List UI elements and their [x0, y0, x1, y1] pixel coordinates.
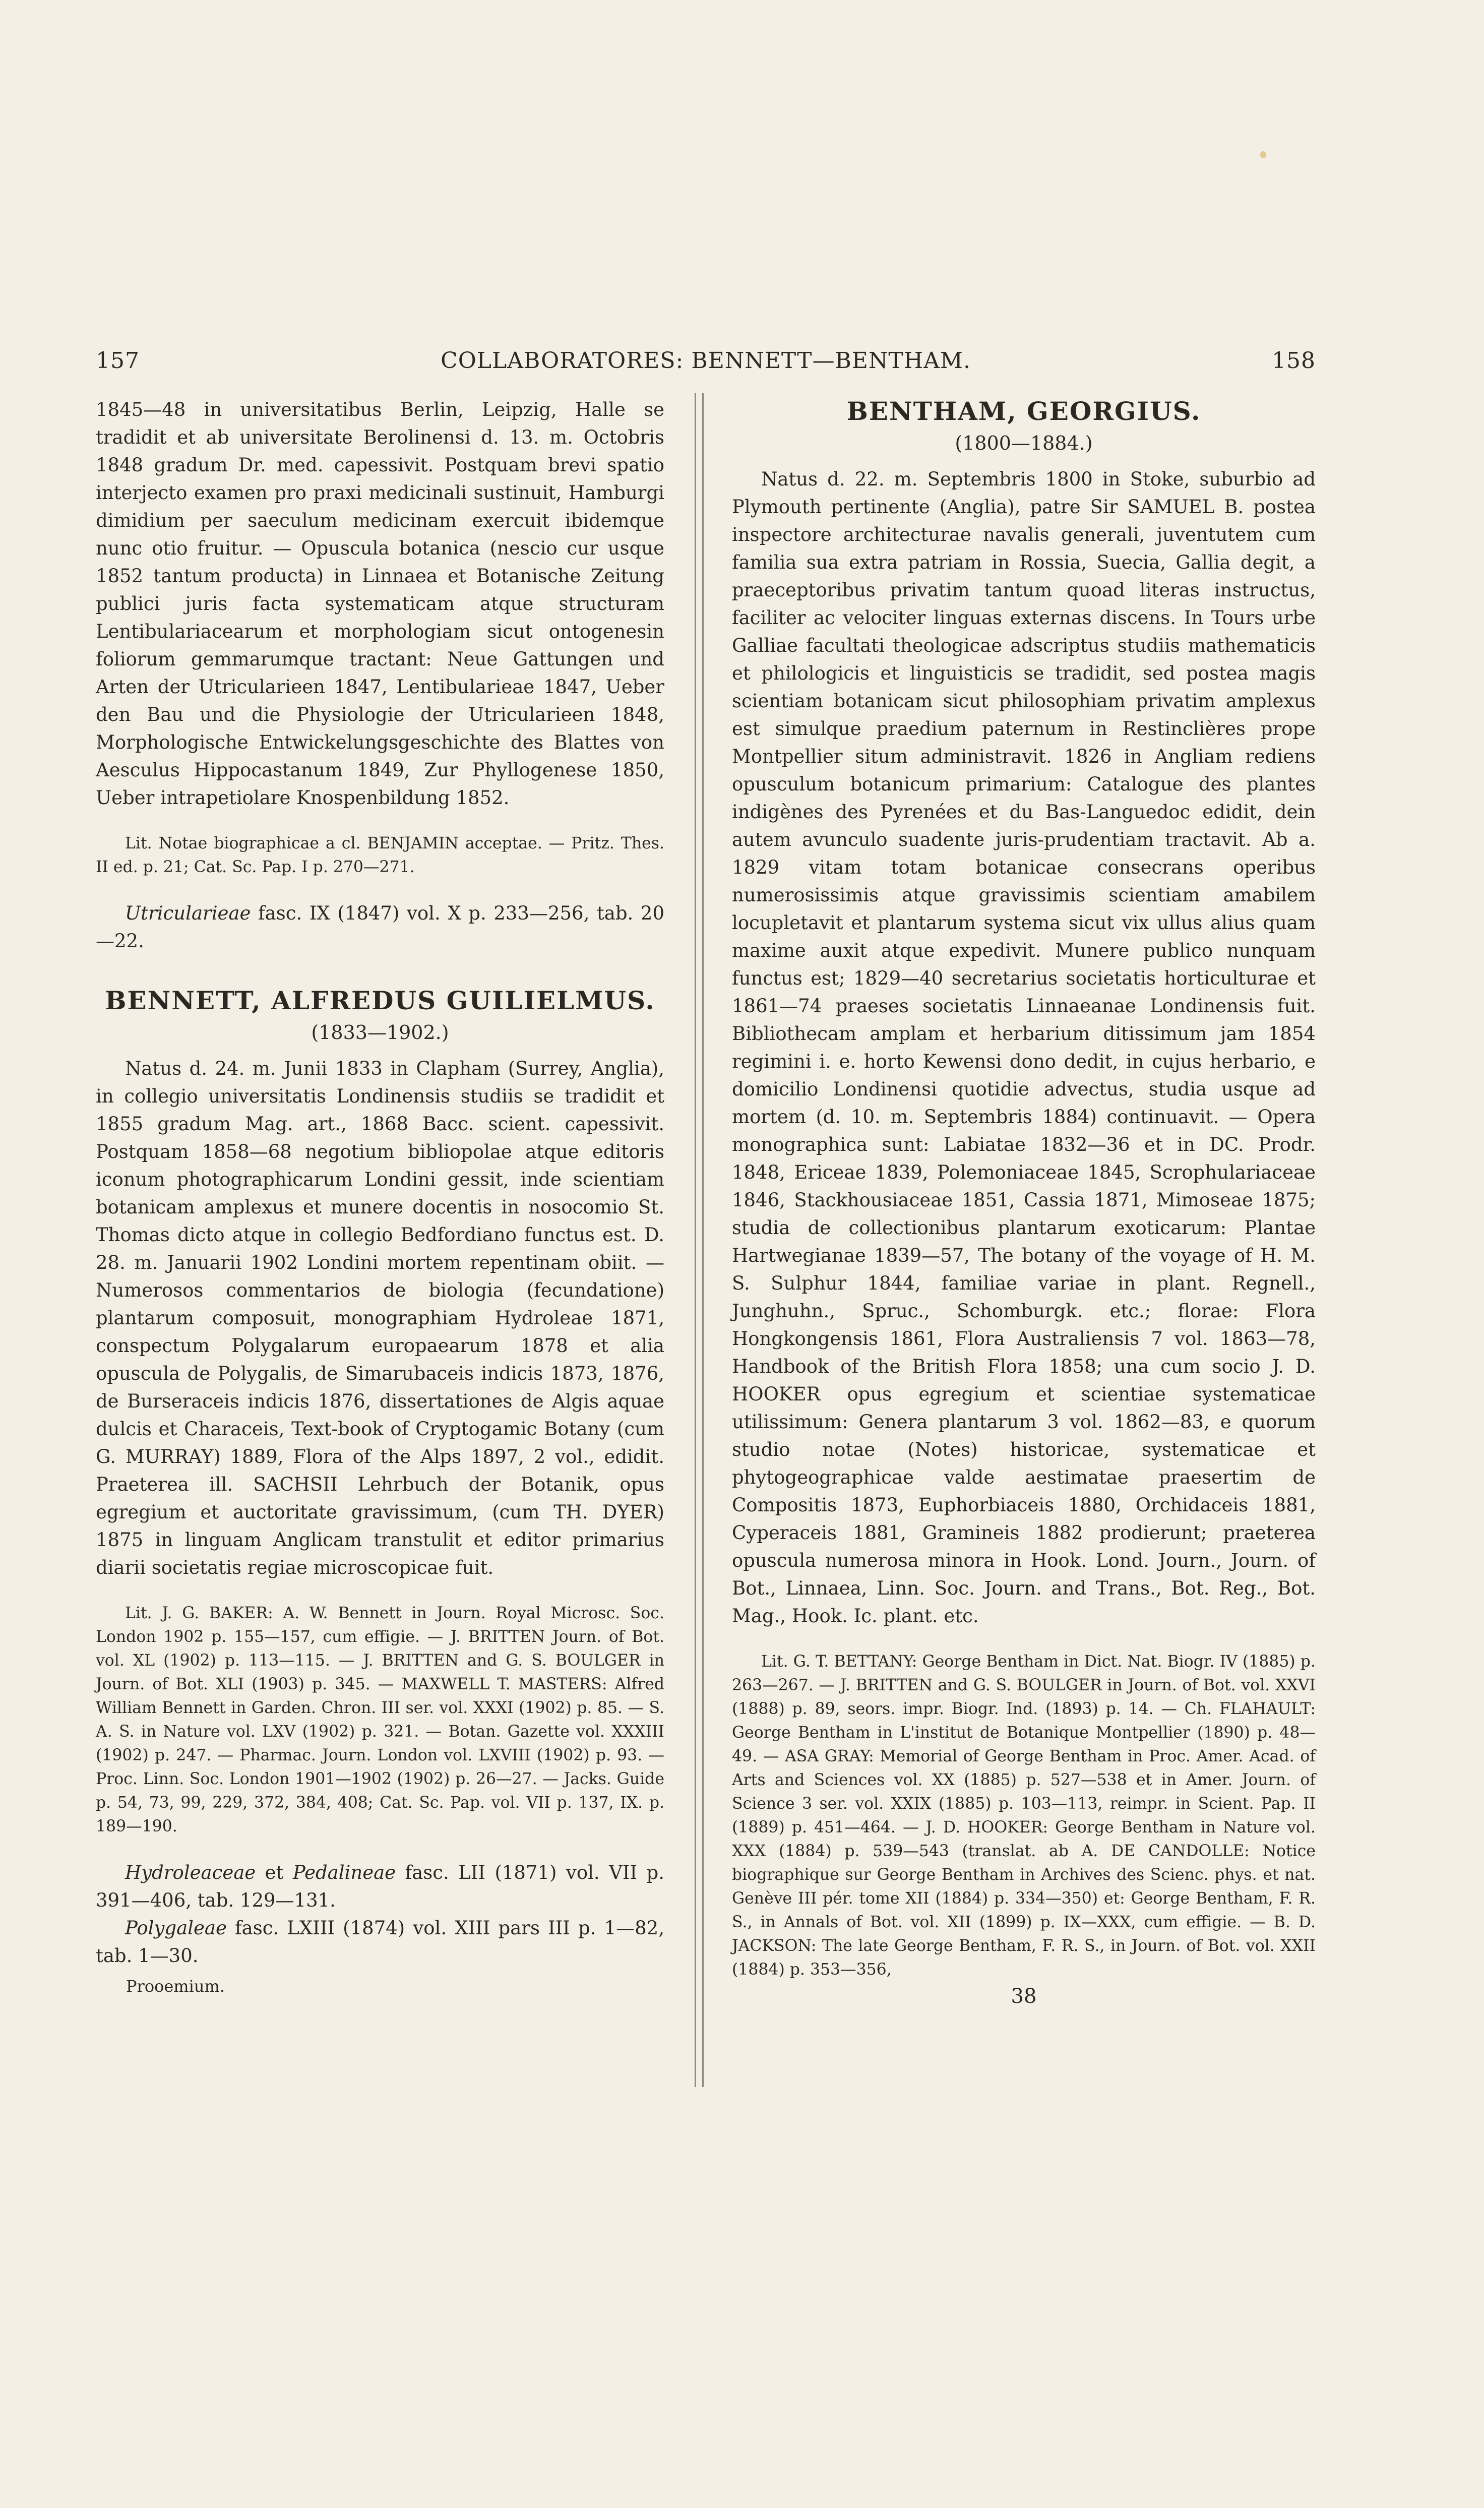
bentham-literature: Lit. G. T. BETTANY: George Bentham in Dict. Nat. Biogr. IV (1885) p. 263—267. — J. BRITTEN and G. S. BOULGER in Journ. of Bot. vol. XXVI (1888) p. 89, seors. impr. Biogr. Ind. (1893) p. 14. — Ch. FLAHAULT: George Bentham in L'institut de Botanique Montpellier (1890) p. 48—49. — ASA GRAY: Memorial of George Bentham in Proc. Amer. Acad. of Arts and Sciences vol. XX (1885) p. 527—538 et in Amer. Journ. of Science 3 ser. vol. XXIX (1885) p. 103—113, reimpr. in Scient. Pap. II (1889) p. 451—464. — J. D. HOOKER: George Bentham in Nature vol. XXX (1884) p. 539—543 (translat. ab A. DE CANDOLLE: Notice biographique sur George Bentham in Archives des Scienc. phys. et nat. Genève III pér. tome XII (1884) p. 334—350) et: George Bentham, F. R. S., in Annals of Bot. vol. XII (1899) p. IX—XXX, cum effigie. — B. D. JACKSON: The late George Bentham, F. R. S., in Journ. of Bot. vol. XXII (1884) p. 353—356, [732, 1653, 1316, 1979]
continuation-paragraph: 1845—48 in universitatibus Berlin, Leipzig, Halle se tradidit et ab universitate Berolinensi d. 13. m. Octobris 1848 gradum Dr. med. capessivit. Postquam brevi spatio interjecto examen pro praxi medicinali sustinuit, Hamburgi dimidium per saeculum medicinam exercuit ibidemque nunc otio fruitur. — Opuscula botanica (nescio cur usque 1852 tantum producta) in Linnaea et Botanische Zeitung publici juris facta systematicam atque structuram Lentibulariacearum et morphologiam sicut ontogenesin foliorum gemmarumque tractant: Neue Gattungen und Arten der Utricularieen 1847, Lentibularieae 1847, Ueber den Bau und die Physiologie der Utricularieen 1848, Morphologische Entwickelungsgeschichte des Blattes von Aesculus Hippocastanum 1849, Zur Phyllogenese 1850, Ueber intrapetiolare Knospenbildung 1852. [96, 399, 664, 809]
entry-title-bentham: BENTHAM, GEORGIUS. [846, 396, 1201, 426]
left-column [96, 396, 664, 1998]
work-reference [96, 899, 664, 955]
right-column [732, 396, 1316, 2008]
entry-dates-bentham: (1800—1884.) [955, 432, 1093, 454]
footer-note: Prooemium. [126, 1977, 225, 1996]
bennett-work-b [96, 1914, 664, 1970]
bennett-biography: Natus d. 24. m. Junii 1833 in Clapham (Surrey, Anglia), in collegio universitatis Londinensis studiis se tradidit et 1855 gradum Mag. art., 1868 Bacc. scient. capessivit. Postquam 1858—68 negotium bibliopolae atque editoris iconum photographicarum Londini gessit, inde scientiam botanicam amplexus et munere docentis in nosocomio St. Thomas dicto atque in collegio Bedfordiano functus est. D. 28. m. Januarii 1902 Londini mortem repentinam obiit. — Numerosos commentarios de biologia (fecundatione) plantarum composuit, monographiam Hydroleae 1871, conspectum Polygalarum europaearum 1878 et alia opuscula de Polygalis, de Simarubaceis indicis 1873, 1876, de Burseraceis indicis 1876, dissertationes de Algis aquae dulcis et Characeis, Text-book of Cryptogamic Botany (cum G. MURRAY) 1889, Flora of the Alps 1897, 2 vol., edidit. Praeterea ill. SACHSII Lehrbuch der Botanik, opus egregium et auctoritate gravissimum, (cum TH. DYER) 1875 in linguam Anglicam transtulit et editor primarius diarii societatis regiae microscopicae fuit. [96, 1058, 664, 1578]
bennett-work-a: Hydroleaceae et Pedalineae fasc. LII (1871) vol. VII p. 391—406, tab. 129—131. [96, 1862, 664, 1911]
running-header [96, 348, 1316, 378]
bentham-biography: Natus d. 22. m. Septembris 1800 in Stoke, suburbio ad Plymouth pertinente (Anglia), patre Sir SAMUEL B. postea inspectore architecturae navalis generali, juventutem cum familia sua extra patriam in Rossia, Suecia, Gallia degit, a praeceptoribus privatim tantum quoad literas instructus, faciliter ac velociter linguas externas discens. In Tours urbe Galliae facultati theologicae adscriptus studiis mathematicis et philologicis et linguisticis se tradidit, sed postea magis scientiam botanicam sicut philosophiam privatim amplexus est simulque praedium paternum in Restinclières prope Montpellier situm administravit. 1826 in Angliam rediens opusculum botanicum primarium: Catalogue des plantes indigènes des Pyrenées et du Bas-Languedoc edidit, dein autem avunculo suadente juris-prudentiam tractavit. Ab a. 1829 vitam totam botanicae consecrans operibus numerosissimis atque gravissimis scientiam amabilem locupletavit et plantarum systema sicut vix ullus alius quam maxime auxit atque expedivit. Munere publico nunquam functus est; 1829—40 secretarius societatis horticulturae et 1861—74 praeses societatis Linnaeanae Londinensis fuit. Bibliothecam amplam et herbarium ditissimum jam 1854 regimini i. e. horto Kewensi dono dedit, in cujus herbario, e domicilio Londinensi quotidie advectus, studia usque ad mortem (d. 10. m. Septembris 1884) continuavit. — Opera monographica sunt: Labiatae 1832—36 et in DC. Prodr. 1848, Ericeae 1839, Polemoniaceae 1845, Scrophulariaceae 1846, Stackhousiaceae 1851, Cassia 1871, Mimoseae 1875; studia de collectionibus plantarum exoticarum: Plantae Hartwegianae 1839—57, The botany of the voyage of H. M. S. Sulphur 1844, familiae variae in plant. Regnell., Junghuhn., Spruc., Schomburgk. etc.; florae: Flora Hongkongensis 1861, Flora Australiensis 7 vol. 1863—78, Handbook of the British Flora 1858; una cum socio J. D. HOOKER opus egregium et scientiae systematicae utilissimum: Genera plantarum 3 vol. 1862—83, e quorum studio notae (Notes) historicae, systematicae et phytogeographicae valde aestimatae praesertim de Compositis 1873, Euphorbiaceis 1880, Orchidaceis 1881, Cyperaceis 1881, Gramineis 1882 prodierunt; praeterea opuscula numerosa minora in Hook. Lond. Journ., Journ. of Bot., Linnaea, Linn. Soc. Journ. and Trans., Bot. Reg., Bot. Mag., Hook. Ic. plant. etc. [732, 468, 1316, 1627]
ink-speck [1260, 151, 1266, 158]
work-details: fasc. LXIII (1874) vol. XIII pars III p. 1—82, tab. 1—30. [96, 1917, 664, 1967]
work-title: Hydroleaceae [125, 1862, 256, 1883]
running-title: COLLABORATORES: BENNETT—BENTHAM. [441, 348, 971, 374]
work-title: Polygaleae [125, 1917, 227, 1939]
page-number-right: 158 [1272, 348, 1316, 374]
page-number-left: 157 [96, 348, 140, 374]
work-title: Utricularieae [125, 902, 251, 924]
signature-mark: 38 [1011, 1985, 1037, 2008]
bennett-literature: Lit. J. G. BAKER: A. W. Bennett in Journ. Royal Microsc. Soc. London 1902 p. 155—157, cum effigie. — J. BRITTEN Journ. of Bot. vol. XL (1902) p. 113—115. — J. BRITTEN and G. S. BOULGER in Journ. of Bot. XLI (1903) p. 345. — MAXWELL T. MASTERS: Alfred William Bennett in Garden. Chron. III ser. vol. XXXI (1902) p. 85. — S. A. S. in Nature vol. LXV (1902) p. 321. — Botan. Gazette vol. XXXIII (1902) p. 247. — Pharmac. Journ. London vol. LXVIII (1902) p. 93. — Proc. Linn. Soc. London 1901—1902 (1902) p. 26—27. — Jacks. Guide p. 54, 73, 99, 229, 372, 384, 408; Cat. Sc. Pap. vol. VII p. 137, IX. p. 189—190. [96, 1604, 664, 1836]
work-details: fasc. LII (1871) vol. VII p. 391—406, tab. 129—131. [96, 1862, 664, 1911]
literature-note: Lit. Notae biographicae a cl. BENJAMIN acceptae. — Pritz. Thes. II ed. p. 21; Cat. Sc. Pap. I p. 270—271. [96, 834, 664, 876]
work-title: Pedalineae [292, 1862, 396, 1883]
work-details: fasc. IX (1847) vol. X p. 233—256, tab. 20—22. [96, 902, 664, 952]
entry-title-bennett: BENNETT, ALFREDUS GUILIELMUS. [105, 986, 655, 1015]
entry-dates-bennett: (1833—1902.) [311, 1021, 449, 1044]
column-divider [695, 393, 704, 2087]
